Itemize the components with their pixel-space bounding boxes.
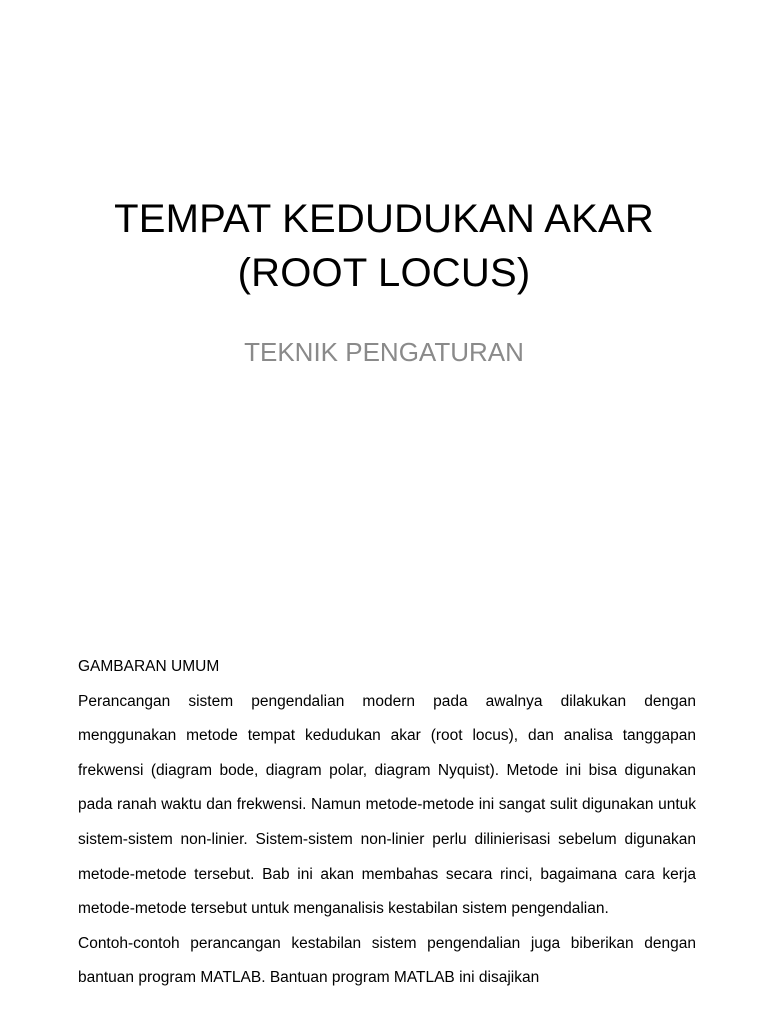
section-body bbox=[78, 650, 696, 996]
document-subtitle: TEKNIK PENGATURAN bbox=[244, 337, 524, 367]
title-line-2: (ROOT LOCUS) bbox=[237, 251, 531, 295]
paragraph: Perancangan sistem pengendalian modern pada awalnya dilakukan dengan menggunakan metode tempat kedudukan akar (root locus), dan analisa tanggapan frekwensi (diagram bode, diagram polar, diagram Nyquist). Metode ini bisa digunakan pada ranah waktu dan frekwensi. Namun metode-metode ini sangat sulit digunakan untuk sistem-sistem non-linier. Sistem-sistem non-linier perlu dilinierisasi sebelum digunakan metode-metode tersebut. Bab ini akan membahas secara rinci, bagaimana cara kerja metode-metode tersebut untuk menganalisis kestabilan sistem pengendalian. bbox=[78, 692, 696, 918]
section-heading: GAMBARAN UMUM bbox=[78, 658, 220, 675]
document-title bbox=[0, 192, 768, 300]
title-line-1: TEMPAT KEDUDUKAN AKAR bbox=[114, 197, 654, 241]
paragraph: Contoh-contoh perancangan kestabilan sistem pengendalian juga biberikan dengan bantuan program MATLAB. Bantuan program MATLAB ini disajikan bbox=[78, 934, 696, 987]
